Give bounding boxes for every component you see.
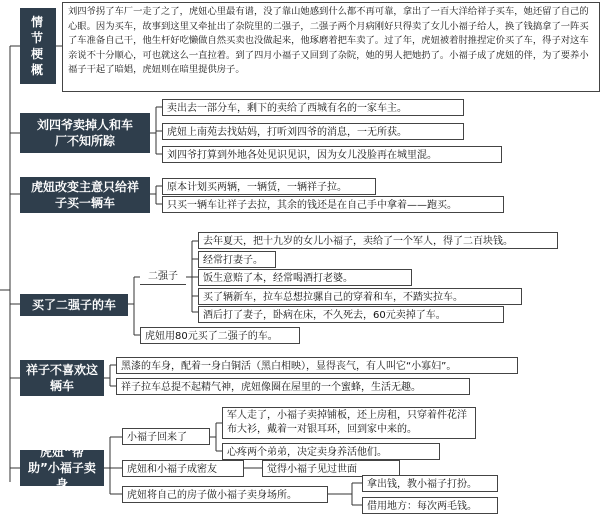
- s6-b1-item-1: 军人走了，小福子卖掉铺板，还上房租，只穿着件花洋布大衫，戴着一对银耳环，回到家中来的。: [222, 407, 476, 439]
- s6-b3-item-2: 借用地方：每次两毛钱。: [362, 497, 498, 514]
- s6-links: [104, 437, 122, 494]
- s3-item-2: 只买一辆车让祥子去拉，其余的钱还是在自己手中拿着——跑买。: [162, 196, 504, 213]
- s2-item-3: 刘四爷打算到外地各处见识见识，因为女儿没脸再在城里混。: [162, 146, 502, 163]
- s2-links: [150, 107, 162, 154]
- s5-item-1: 黑漆的车身，配着一身白铜活（黑白相映），显得丧气，有人叫它“小寡妇”。: [116, 357, 518, 374]
- s4-item-last: 虎妞用80元买了二强子的车。: [140, 327, 300, 344]
- s6-b1-item-2: 心疼两个弟弟，决定卖身养活他们。: [222, 443, 440, 460]
- s3-item-1: 原本计划买两辆，一辆赁，一辆祥子拉。: [162, 178, 376, 195]
- section-title-dislike-car: 祥子不喜欢这辆车: [20, 360, 104, 396]
- s4-item-2: 经常打妻子。: [198, 251, 276, 268]
- s6-b1-links: [210, 423, 222, 451]
- s4-item-4: 买了辆新车，拉车总想拉骡自己的穿着和车，不踏实拉车。: [198, 288, 522, 305]
- s6-b2-item: 觉得小福子见过世面: [262, 460, 400, 477]
- s5-item-2: 祥子拉车总提不起精气神，虎妞像圈在屋里的一个蜜蜂，生活无趣。: [116, 378, 470, 395]
- s6-b3-item-1: 拿出钱，教小福子打扮。: [362, 475, 498, 492]
- s6-b2-label: 虎妞和小福子成密友: [122, 460, 244, 477]
- s4-sub-links: [186, 241, 198, 312]
- section-title-plot-summary: 情节梗概: [20, 8, 56, 84]
- s5-links: [104, 365, 116, 386]
- plot-summary-text: 刘四爷拐了车厂一走了之了，虎妞心里最有谱，没了靠山她感到什么都不再可靠，拿出了一百大洋给祥子买车，她还留了自己的心眼。因为买车，故事到这里又牵扯出了杂院里的二强子，二强子两个月病刚好只得卖了女儿小福子给人，换了钱搞拿了一阵买了车准备自己干，他生杆好吃懒做自然买卖也没做起来，他琢磨着把车卖了。过了年，虎妞被着肘推捏定价买了车，得子对这车亲说不十分顺心，可也就这么一直拉着。到了四月小福子又回到了杂院，她的男人把她扔了。小福子成了虎妞的伴，为了要养小福子干起了暗娼，虎妞则在暗里提供房子。: [62, 2, 600, 92]
- s2-item-2: 虎妞上南苑去找姑妈，打听刘四爷的消息，一无所获。: [162, 123, 464, 140]
- s4-links: [128, 277, 140, 335]
- s2-item-1: 卖出去一部分车，剩下的卖给了西城有名的一家车主。: [162, 99, 464, 116]
- s6-b1-label: 小福子回来了: [122, 428, 210, 445]
- s4-item-5: 酒后打了妻子，卧病在床，不久死去，60元卖掉了车。: [198, 306, 504, 323]
- s6-b3-links: [328, 483, 362, 505]
- s6-b3-label: 虎妞将自己的房子做小福子卖身场所。: [122, 486, 328, 503]
- s4-item-1: 去年夏天，把十九岁的女儿小福子，卖给了一个军人，得了二百块钱。: [198, 232, 558, 249]
- s4-sub-erqiangzi: 二强子: [140, 268, 186, 285]
- section-title-buy-one-car: 虎妞改变主意只给祥子买一辆车: [20, 177, 150, 213]
- section-title-liu-sells-depot: 刘四爷卖掉人和车厂不知所踪: [20, 113, 150, 153]
- s4-item-3: 饭生意赔了本，经常喝酒打老婆。: [198, 269, 412, 286]
- section-title-buy-erqiangzi-car: 买了二强子的车: [20, 294, 128, 316]
- s3-links: [150, 186, 162, 204]
- section-title-help-xiaofuzi: 虎妞“帮助”小福子卖身: [20, 450, 104, 486]
